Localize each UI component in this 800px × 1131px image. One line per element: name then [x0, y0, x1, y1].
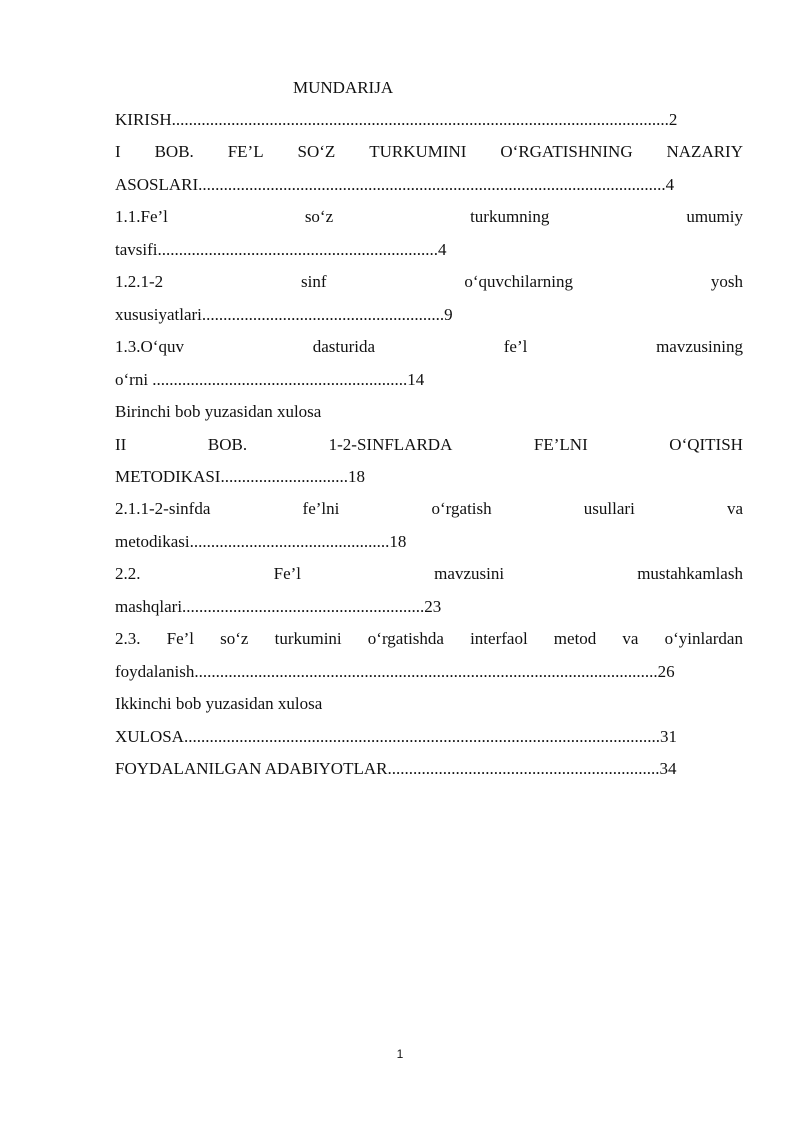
toc-word: II [115, 434, 127, 454]
toc-word: fe’l [503, 337, 528, 357]
toc-word: umumiy [686, 207, 743, 227]
toc-word: mavzusining [656, 337, 743, 357]
toc-line: mashqlari.........................................................23 [115, 596, 442, 616]
toc-line: METODIKASI..............................18 [115, 466, 365, 486]
toc-word: 1.1.Fe’l [115, 207, 168, 227]
toc-line [115, 628, 743, 650]
toc-word: yosh [710, 272, 743, 292]
toc-line [115, 141, 743, 163]
toc-line [115, 336, 743, 358]
toc-word: 1-2-SINFLARDA [328, 434, 453, 454]
toc-word: mustahkamlash [637, 564, 743, 584]
toc-word: metod [553, 629, 597, 649]
toc-line: KIRISH.....................................................................................................................2 [115, 110, 678, 129]
toc-word: O‘QITISH [669, 434, 743, 454]
toc-line: ASOSLARI..............................................................................................................4 [115, 174, 675, 194]
toc-word: o‘rgatish [431, 499, 492, 519]
toc-word: Fe’l [273, 564, 302, 584]
toc-word: Fe’l [166, 629, 195, 649]
toc-line [115, 271, 743, 293]
toc-line [115, 498, 743, 520]
toc-word: FE’L [227, 142, 264, 162]
page-number: 1 [396, 1047, 404, 1061]
toc-word: 2.3. [115, 629, 141, 649]
toc-word: 2.1.1-2-sinfda [115, 499, 211, 519]
toc-line [115, 563, 743, 585]
toc-line: xususiyatlari.........................................................9 [115, 304, 453, 324]
toc-word: turkumini [274, 629, 342, 649]
toc-line [115, 206, 743, 228]
toc-word: 1.2.1-2 [115, 272, 164, 292]
toc-line: o‘rni ............................................................14 [115, 369, 425, 389]
toc-word: mavzusini [434, 564, 505, 584]
toc-line: foydalanish.............................................................................................................26 [115, 661, 675, 681]
toc-line: XULOSA................................................................................................................31 [115, 726, 677, 746]
toc-word: so‘z [220, 629, 249, 649]
toc-word: usullari [583, 499, 635, 519]
toc-word: va [726, 499, 743, 519]
toc-word: fe’lni [302, 499, 340, 519]
toc-word: dasturida [312, 337, 376, 357]
toc-word: NAZARIY [666, 142, 743, 162]
toc-word: O‘RGATISHNING [500, 142, 633, 162]
toc-word: BOB. [154, 142, 194, 162]
toc-line: Ikkinchi bob yuzasidan xulosa [115, 694, 323, 714]
toc-line: metodikasi...............................................18 [115, 531, 407, 551]
toc-line: Birinchi bob yuzasidan xulosa [115, 402, 322, 422]
toc-word: BOB. [207, 434, 248, 454]
toc-word: o‘rgatishda [367, 629, 444, 649]
toc-word: SO‘Z [297, 142, 336, 162]
toc-word: o‘yinlardan [664, 629, 743, 649]
toc-word: interfaol [470, 629, 528, 649]
toc-word: sinf [301, 272, 327, 292]
toc-title: MUNDARIJA [293, 78, 394, 97]
toc-word: so‘z [304, 207, 334, 227]
toc-word: FE’LNI [533, 434, 588, 454]
toc-line: tavsifi..................................................................4 [115, 239, 447, 259]
toc-word: turkumning [470, 207, 550, 227]
toc-word: I [115, 142, 121, 162]
toc-word: 2.2. [115, 564, 141, 584]
toc-word: 1.3.O‘quv [115, 337, 184, 357]
toc-word: va [622, 629, 639, 649]
toc-line: FOYDALANILGAN ADABIYOTLAR................................................................34 [115, 759, 677, 778]
toc-line [115, 434, 743, 456]
toc-word: o‘quvchilarning [464, 272, 573, 292]
toc-word: TURKUMINI [369, 142, 467, 162]
